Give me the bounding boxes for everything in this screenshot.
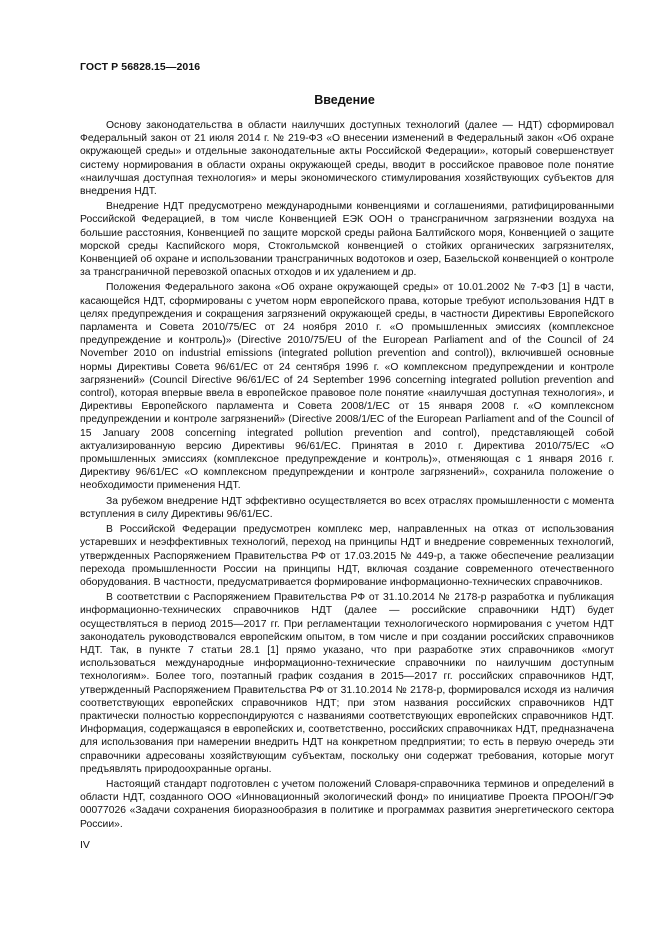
paragraph-3: Положения Федерального закона «Об охране окружающей среды» от 10.01.2002 № 7-ФЗ [1] в части, касающейся НДТ, сформированы с учетом норм европейского права, которые требуют использования НДТ в целях предупреждения и сокращения загрязнений окружающей среды, в частности Директивы Европейского парламента и Совета 2010/75/ЕС от 24 ноября 2010 г. «О промышленных эмиссиях (комплексное предупреждение и контроль)» (Directive 2010/75/EU of the European Parliament and of the Council of 24 November 2010 on industrial emissions (integrated pollution prevention and control)), включившей основные нормы Директивы Совета 96/61/ЕС от 24 сентября 1996 г. «О комплексном предупреждении и контроле загрязнений» (Council Directive 96/61/EC of 24 September 1996 concerning integrated pollution prevention and control), которая впервые ввела в европейское правовое поле понятие «наилучшая доступная технология», и Директивы Европейского парламента и Совета 2008/1/ЕС от 15 января 2008 г. «О комплексном предупреждении и контроле загрязнений» (Directive 2008/1/EC of the European Parliament and of the Council of 15 January 2008 concerning integrated pollution prevention and control), представляющей собой актуализированную версию Директивы 96/61/ЕС. Принятая в 2010 г. Директива 2010/75/ЕС «О промышленных эмиссиях (комплексное предупреждение и контроль)», отменяющая с 1 января 2016 г. Директиву 96/61/ЕС «О комплексном предупреждении и контроле загрязнений», сохранила положение о необходимости применения НДТ. <box>80 282 614 492</box>
section-title: Введение <box>314 93 375 107</box>
paragraph-5: В Российской Федерации предусмотрен комплекс мер, направленных на отказ от использования устаревших и неэффективных технологий, переход на принципы НДТ и внедрение современных технологий, утвержденных Распоряжением Правительства РФ от 17.03.2015 № 449-р, а также обеспечение реализации перехода промышленности России на принципы НДТ, включая создание современного отечественного оборудования. В частности, предусматривается формирование информационно-технических справочников. <box>80 524 614 588</box>
paragraph-7: Настоящий стандарт подготовлен с учетом положений Словаря-справочника терминов и определений в области НДТ, созданного ООО «Инновационный экологический фонд» по инициативе Проекта ПРООН/ГЭФ 00077026 «Задачи сохранения биоразнообразия в политике и программах развития энергетического сектора России». <box>80 778 614 830</box>
paragraph-6: В соответствии с Распоряжением Правительства РФ от 31.10.2014 № 2178-р разработка и публикация информационно-технических справочников НДТ (далее — российские справочники НДТ) будет осуществляться в период 2015—2017 гг. При регламентации технологического нормирования с учетом НДТ законодатель руководствовался европейским опытом, в том числе и при создании российских справочников НДТ. Так, в пункте 7 статьи 28.1 [1] прямо указано, что при разработке этих справочников «могут использоваться международные информационно-технические справочники по наилучшим доступным технологиям». Более того, поэтапный график создания в 2015—2017 гг. российских справочников НДТ, утвержденный Распоряжением Правительства РФ от 31.10.2014 № 2178-р, формировался исходя из наличия соответствующих европейских справочников НДТ; при этом названия российских справочников НДТ практически полностью корреспондируются с названиями соответствующих европейских справочников НДТ. Информация, содержащаяся в европейских и, соответственно, российских справочниках НДТ, предназначена для использования при намерении внедрить НДТ на конкретном предприятии; то есть в первую очередь эти справочники адресованы хозяйствующим субъектам, поскольку они содержат требования, которые могут предъявлять природоохранные органы. <box>80 592 614 775</box>
body-text <box>80 119 614 833</box>
standard-designation: ГОСТ Р 56828.15—2016 <box>80 61 201 73</box>
page-number: IV <box>80 839 90 851</box>
paragraph-2: Внедрение НДТ предусмотрено международными конвенциями и соглашениями, ратифицированными Российской Федерацией, в том числе Конвенцией ЕЭК ООН о трансграничном загрязнении воздуха на большие расстояния, Конвенцией по защите морской среды района Балтийского моря, Конвенцией о защите морской среды Каспийского моря, Стокгольмской конвенцией о стойких органических загрязнителях, Конвенцией об охране и использовании трансграничных водотоков и озер, Базельской конвенцией о контроле за трансграничной перевозкой опасных отходов и их удалением и др. <box>80 201 614 279</box>
paragraph-4: За рубежом внедрение НДТ эффективно осуществляется во всех отраслях промышленности с момента вступления в силу Директивы 96/61/ЕС. <box>80 495 614 520</box>
paragraph-1: Основу законодательства в области наилучших доступных технологий (далее — НДТ) сформировал Федеральный закон от 21 июля 2014 г. № 219-ФЗ «О внесении изменений в Федеральный закон «Об охране окружающей среды» и отдельные законодательные акты Российской Федерации», который совершенствует систему нормирования в области охраны окружающей среды, вводит в российское правовое поле понятие «наилучшая доступная технология» и меры экономического стимулирования хозяйствующих субъектов для внедрения НДТ. <box>80 120 614 198</box>
